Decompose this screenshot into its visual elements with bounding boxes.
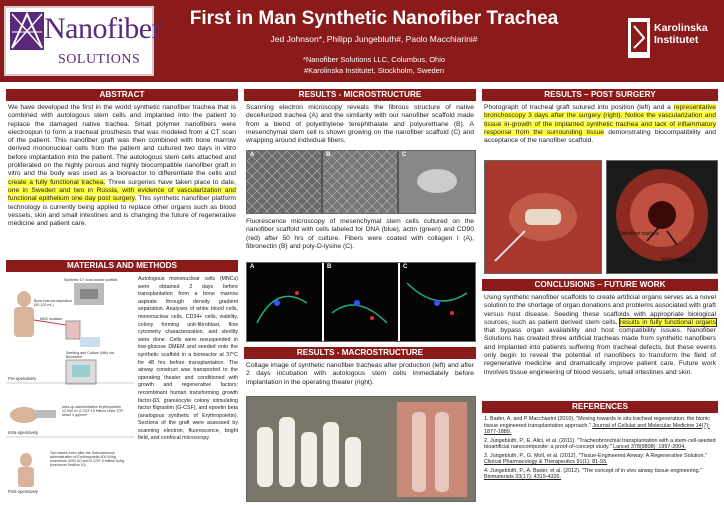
macrostructure-text: Collage image of synthetic nanofiber tracheas after production (left) and after 2 days incubation with autologous stem cells immediately before implantation in the operating theater (right). bbox=[246, 362, 474, 386]
reference-3: 3. Jungebluth, P., G. Moll, et al. (2012). "Tissue-Engineered Airway: A Regenerative Solution." Clinical Pharmacology & Therapeutics 91(1): 81-93. bbox=[484, 452, 707, 465]
macrostructure-image bbox=[246, 396, 476, 502]
abstract-text: We have developed the first in the world synthetic nanofiber trachea that is combined with autologous stem cells and implanted into the patient to replace the damaged native trachea. Small polymer nanofibers were electrospun to form a tracheal prosthesis that was modeled from a CT scan of the patient. This nanofiber graft was then combined with bone marrow derived mononuclear cells from the patient and cultured two days in vitro before implantation into the patient. The autologous stem cells attached and proliferated on the highly porous and highly biocompatible nanofiber graft in vitro and the body was used as a bioreactor to differentiate the cells and create a fully functional trachea. Three surgeries have taken place to date, one in Sweden and two in Russia, with evidence of vascularization and functional epithelium one day post surgery. This synthetic nanofiber platform technology is currently being applied to replace other organs such as blood vessels, skin and small intestines and is changing the future of regenerative medicine and patient care. bbox=[8, 104, 236, 228]
sem-image-row bbox=[246, 150, 476, 214]
postsurgery-text: Photograph of tracheal graft sutured into position (left) and a representative bronchoscopy 3 days after the surgery (right). Notice the vascularization and tissue in-growth of the implanted synthetic trachea and lack of inflammatory response from the surrounding tissue demonstrating biocompatibility and acceptance of the nanofiber scaffold. bbox=[484, 104, 716, 145]
reference-2: 2. Jungebluth, P., E. Alici, et al. (2011). "Tracheobronchial transplantation with a stem-cell-seeded bioartificial nanocomposite: a proof-of-concept study." Lancet 378(9808): 1997-2004. bbox=[484, 437, 716, 450]
macrostructure-heading: RESULTS - MACROSTRUCTURE bbox=[244, 347, 476, 359]
affiliation-1: *Nanofiber Solutions LLC, Columbus, Ohio bbox=[302, 55, 446, 64]
sem-panel-b-label: B bbox=[326, 152, 331, 158]
diagram-seed-label: Seeding and Culture (48h) via Bioreactor bbox=[66, 351, 114, 359]
diagram-mnc-label: MNC isolation bbox=[40, 317, 63, 321]
reference-4: 4. Jungebluth, P., A. Bader, et al. (2012). "The concept of in vivo airway tissue engineering." Biomaterials 33(17): 4319-4326. bbox=[484, 467, 702, 480]
surgery-photo bbox=[484, 160, 602, 274]
diagram-bm-label: Bone marrow aspiration (50-120 mL) bbox=[34, 299, 72, 307]
poster-title: First in Man Synthetic Nanofiber Trachea bbox=[189, 8, 559, 29]
karolinska-logo bbox=[628, 14, 720, 68]
conclusions-heading: CONCLUSIONS – FUTURE WORK bbox=[482, 279, 718, 291]
diagram-post-op: Post-operatively bbox=[8, 489, 39, 494]
label-nanofiber-trachea: Nanofiber trachea bbox=[619, 231, 659, 237]
references-heading: REFERENCES bbox=[482, 401, 718, 413]
diagram-intra-op: Intra-operatively bbox=[8, 430, 39, 435]
logo-brand-text: Nanofiber bbox=[44, 12, 162, 45]
conclusions-text: Using synthetic nanofiber scaffolds to create artificial organs serves as a novel solution to the shortage of organ donations and problems associated with graft versus host disease. Seeding these scaffolds with appropriate biological sources, such as patient derived stem cells, results in fully functional organs that bypass organ availability and host compatibility issues. Nanofiber Solutions has created three artificial tracheas made from synthetic nanofibers and implanted into patients suffering from tracheal defects, but these events only begin to reveal the potential of nanofibers to transform the field of regenerative medicine and dramatically improve patient care. Future work involves tissue engineering of blood vessels, small intestines and skin. bbox=[484, 294, 716, 376]
surgery-photo-icon bbox=[485, 161, 601, 273]
microstructure-text: Scanning electron microscopy reveals the fibrous structure of native decellurized trachea (A) and the similarity with our nanofiber scaffold made from a blend of polyethylene terephthalate and polyurethane (B). A mesenchymal stem cell is shown growing on the nanofiber scaffold (C) and wrapping around individual fibers. bbox=[246, 104, 474, 145]
bronchoscopy-image bbox=[606, 160, 718, 274]
fluor-panel-a-label: A bbox=[250, 264, 255, 270]
diagram-pre-op: Pre-operatively bbox=[8, 376, 37, 381]
diagram-post-label: Two weeks even after the Subcutaneous administration of Erythropoietin 600 IU/kg (maximum 4000 IU) and G-CSF 5 million IU/kg (maximum 5million IU) bbox=[50, 451, 125, 467]
methods-heading: MATERIALS AND METHODS bbox=[6, 260, 238, 272]
poster-authors: Jed Johnson*, Philipp Jungebluth#, Paolo Macchiarini# bbox=[270, 34, 478, 44]
references-list bbox=[484, 416, 716, 483]
fluorescence-texture-icon bbox=[247, 263, 475, 341]
diagram-top-label: Synthetic CT scan-based scaffold bbox=[64, 278, 118, 282]
nanofiber-logo bbox=[4, 6, 162, 76]
sem-texture-icon bbox=[247, 151, 475, 213]
poster-header bbox=[0, 0, 724, 82]
trachea-collage-icon bbox=[247, 397, 475, 501]
diagram-intra-label: Intra-op administration Erythropoietin 12,000 IU G-CSF 10 Million Units TGF-beta3 4 µg/mm² bbox=[62, 405, 125, 417]
affiliation-2: #Karolinska Institutet, Stockholm, Sweden bbox=[303, 66, 445, 75]
fluorescence-text: Fluorescence microscopy of mesenchymal stem cells cultured on the nanofiber scaffold with cells labeled for DNA (blue), actin (green) and CD90 (red) after 50 hrs of culture. Fibers were coated with collagen I (A), fibronectin (B) and poly-D-lysine (C). bbox=[246, 218, 474, 250]
label-native-trachea: Native trachea bbox=[661, 257, 694, 263]
karolinska-text: Karolinska Institutet bbox=[654, 22, 708, 46]
karolinska-mark-icon bbox=[628, 18, 650, 58]
methods-diagram bbox=[6, 275, 134, 500]
postsurgery-heading: RESULTS – POST SURGERY bbox=[482, 89, 718, 101]
reference-1: 1. Bader, A. and P Macchiarini (2010). "Moving towards in situ tracheal regeneration: the bionic tissue engineered transplantation approach." Journal of Cellular and Molecular Medicine 14(7): 1877-1889. bbox=[484, 416, 710, 435]
abstract-heading: ABSTRACT bbox=[6, 89, 238, 101]
logo-sub-text: SOLUTIONS bbox=[58, 52, 141, 67]
nanofiber-logo-mark-icon bbox=[10, 12, 44, 50]
methods-text: Autologous mononuclear cells (MNCs) were obtained 2 days before transplantation from a bone marrow aspirate through density gradient separation. Analyses of white blood cells, mononuclear cells, CD34+ cells, viability, colony forming unit-fibroblast, flow cytometry characterization, and sterility were done. Cells were resuspended in low-glucose DMEM and seeded onto the synthetic scaffold in a bioreactor at 37°C for 48 hrs before transplantation. The airway construct was transported to the operating theater and conditioned with growth and regenerative factors; recombinant human transforming growth factor-β3, granulocyte colony stimulating factor filgrastim (G-CSF), and epoetin beta (analogous synthetic of Erythropoietin). Sections of the graft were assessed by scanning electron, fluorescence, bright field, and confocal microscopy. bbox=[138, 276, 238, 442]
fluor-panel-b-label: B bbox=[327, 264, 332, 270]
sem-panel-a-label: A bbox=[250, 152, 255, 158]
fluor-panel-c-label: C bbox=[403, 264, 408, 270]
fluorescence-image-row bbox=[246, 262, 476, 342]
microstructure-heading: RESULTS - MICROSTRUCTURE bbox=[244, 89, 476, 101]
sem-panel-c-label: C bbox=[402, 152, 407, 158]
